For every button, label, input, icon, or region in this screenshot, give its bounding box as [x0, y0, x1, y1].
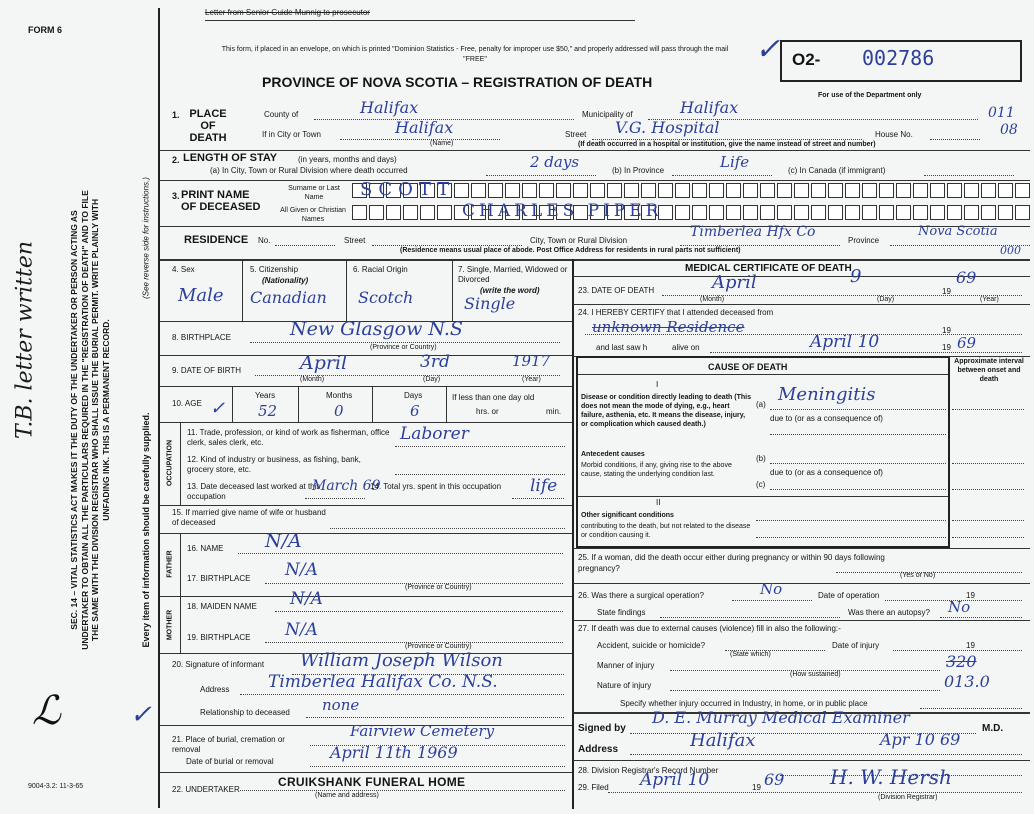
- pregnancy-label: 25. If a woman, did the death occur either during pregnancy or within 90 days following pregnancy?: [578, 553, 885, 573]
- years-value: 52: [258, 402, 278, 420]
- s1-street-value: V.G. Hospital: [615, 118, 720, 137]
- last-worked-value: March 69: [312, 478, 381, 494]
- birthplace-value: New Glasgow N.S: [290, 318, 463, 340]
- department-use-label: For use of the Department only: [818, 92, 922, 99]
- certify-alive-label: alive on: [672, 343, 700, 352]
- certify-label: 24. I HEREBY CERTIFY that I attended deceased from: [578, 308, 774, 317]
- maiden-name-value: N/A: [290, 589, 323, 609]
- racial-origin-value: Scotch: [358, 288, 414, 307]
- filed-year: 69: [764, 770, 785, 789]
- informant-address-value: Timberlea Halifax Co. N.S.: [268, 672, 498, 692]
- s2-c-label: (c) In Canada (if immigrant): [788, 166, 886, 175]
- s1-county-value: Halifax: [360, 98, 419, 117]
- days-value: 6: [410, 402, 420, 420]
- death-day-hint: (Day): [877, 296, 895, 303]
- margin-handwritten-note: T.B. letter written: [12, 240, 38, 440]
- sex-label: 4. Sex: [172, 265, 195, 274]
- mother-birthplace-value: N/A: [285, 620, 318, 640]
- external-label: 27. If death was due to external causes (violence) fill in also the following:-: [578, 624, 841, 633]
- due-to-b: due to (or as a consequence of): [770, 468, 883, 477]
- s3-given-label: All Given or Christian Names: [280, 207, 346, 223]
- sex-value: Male: [178, 285, 224, 306]
- cause-a-label: (a): [756, 400, 766, 409]
- due-to-a: due to (or as a consequence of): [770, 414, 883, 423]
- s3-given-value: CHARLES PIPER: [462, 201, 663, 221]
- injury-19: 19: [966, 641, 975, 650]
- s3-title: PRINT NAME OF DECEASED: [181, 189, 261, 213]
- relationship-value: none: [322, 696, 360, 714]
- side-reverse-instructions: (See reverse side for instructions.): [141, 177, 151, 299]
- antecedent-body: Morbid conditions, if any, giving rise to the above cause, stating the underlying condition last.: [581, 462, 732, 478]
- residence-street-label: Street: [344, 236, 366, 245]
- antecedent-title: Antecedent causes: [581, 451, 645, 458]
- filed-label: 29. Filed: [578, 783, 609, 792]
- nature-label: Nature of injury: [597, 681, 652, 690]
- marital-label: 7. Single, Married, Widowed or Divorced: [458, 265, 568, 284]
- birthplace-hint: (Province or Country): [370, 344, 437, 351]
- signer-address-label: Address: [578, 744, 619, 755]
- specify-label: Specify whether injury occurred in Industry, in home, or in public place: [620, 699, 868, 708]
- informant-address-label: Address: [200, 685, 230, 694]
- filed-19: 19: [752, 783, 761, 792]
- registrar-signature: H. W. Hersh: [830, 765, 952, 789]
- signed-by-value: D. E. Murray Medical Examiner: [652, 708, 910, 727]
- operation-19: 19: [966, 591, 975, 600]
- age-label: 10. AGE: [172, 399, 202, 408]
- months-value: 0: [334, 402, 344, 420]
- s2-b-label: (b) In Province: [612, 166, 665, 175]
- dob-month-hint: (Month): [300, 376, 325, 383]
- certify-19b: 19: [942, 343, 951, 352]
- signed-by-label: Signed by: [578, 723, 626, 734]
- death-19: 19: [942, 287, 951, 296]
- residence-division-value: Timberlea Hfx Co: [690, 224, 816, 240]
- s1-city-value: Halifax: [395, 118, 454, 137]
- s3-surname-label: Surname or Last Name: [288, 185, 340, 201]
- father-name-label: 16. NAME: [187, 544, 224, 553]
- roman-one: I: [656, 380, 659, 389]
- side-every-item: Every item of information should be carefully supplied.: [141, 412, 151, 648]
- s1-muni-label: Municipality of: [582, 110, 633, 119]
- cause-b-label: (b): [756, 454, 766, 463]
- signer-address-value: Halifax: [690, 730, 756, 751]
- father-birthplace-value: N/A: [285, 560, 318, 580]
- citizenship-value: Canadian: [250, 288, 327, 307]
- residence-division-label: City, Town or Rural Division: [530, 236, 628, 245]
- checkmark-icon: ✓: [755, 32, 781, 67]
- racial-origin-label: 6. Racial Origin: [353, 265, 408, 274]
- age-check-icon: ✓: [210, 398, 226, 419]
- death-day: 9: [850, 266, 862, 287]
- medical-header: MEDICAL CERTIFICATE OF DEATH: [685, 263, 852, 274]
- dob-day-hint: (Day): [423, 376, 441, 383]
- page-title: PROVINCE OF NOVA SCOTIA – REGISTRATION OF DEATH: [262, 74, 653, 90]
- s2-title: LENGTH OF STAY: [183, 152, 278, 164]
- cause-header: CAUSE OF DEATH: [708, 362, 788, 372]
- occupation-side-label: OCCUPATION: [166, 439, 174, 487]
- months-label: Months: [326, 391, 353, 400]
- citizenship-hint: (Nationality): [262, 276, 309, 285]
- relationship-label: Relationship to deceased: [200, 708, 290, 717]
- burial-date-label: Date of burial or removal: [186, 757, 274, 766]
- state-which-hint: (State which): [730, 651, 771, 658]
- s1-county-label: County of: [264, 110, 299, 119]
- informant-value: William Joseph Wilson: [300, 650, 503, 671]
- dob-label: 9. DATE OF BIRTH: [172, 366, 242, 375]
- maiden-name-label: 18. MAIDEN NAME: [187, 602, 257, 611]
- given-names-grid: [352, 205, 1032, 220]
- autopsy-value: No: [948, 598, 971, 616]
- mail-notice: This form, if placed in an envelope, on which is printed "Dominion Statistics - Free, penalty for improper use $50," and properly addressed will pass through the mail "FREE": [221, 46, 729, 63]
- residence-note: (Residence means usual place of abode. Post Office Address for residents in rural parts not sufficient): [400, 247, 741, 254]
- certify-year: 69: [957, 334, 977, 352]
- hrs-label: hrs. or: [476, 407, 499, 416]
- signer-address-date: Apr 10 69: [880, 730, 961, 749]
- side-vital-statistics-notice: SEC. 14 – VITAL STATISTICS ACT MAKES IT THE DUTY OF THE UNDERTAKER OR PERSON ACTING AS UNDERTAKER TO OBTAIN ALL THE PARTICULARS REQUIRED IN THE "REGISTRATION OF DEATH" AND TO FILE THE SAME WITH THE DIVISION REGISTRAR WHO SHALL ISSUE THE BURIAL PERMIT. WRITE PLAINLY WITH UNFADING INK. THIS IS A PERMANENT RECORD.: [69, 190, 111, 650]
- spouse-label: 15. If married give name of wife or husband of deceased: [172, 508, 326, 527]
- accident-label: Accident, suicide or homicide?: [597, 641, 706, 650]
- autopsy-label: Was there an autopsy?: [848, 608, 930, 617]
- s2-a-value: 2 days: [530, 153, 580, 171]
- death-month-hint: (Month): [700, 296, 725, 303]
- father-birthplace-hint: (Province or Country): [405, 584, 472, 591]
- s2-a-label: (a) In City, Town or Rural Division where death occurred: [210, 166, 408, 175]
- dob-day: 3rd: [420, 352, 450, 372]
- findings-label: State findings: [597, 608, 646, 617]
- burial-place-value: Fairview Cemetery: [350, 722, 495, 740]
- operation-value: No: [760, 580, 783, 598]
- dob-month: April: [300, 352, 348, 374]
- total-years-value: life: [530, 476, 558, 496]
- min-label: min.: [546, 407, 562, 416]
- residence-no-label: No.: [258, 236, 271, 245]
- s1-title: PLACE OF DEATH: [189, 108, 227, 144]
- struck-header-text: Letter from Senior Guide Munnig to prosecutor: [205, 8, 370, 17]
- dob-year: 1917: [512, 352, 551, 370]
- years-label: Years: [255, 391, 276, 400]
- s1-hospital-note: (If death occurred in a hospital or institution, give the name instead of street and number): [578, 141, 876, 148]
- operation-date-label: Date of operation: [818, 591, 880, 600]
- s1-house-label: House No.: [875, 130, 913, 139]
- residence-label: RESIDENCE: [184, 234, 249, 246]
- external-code-2: 013.0: [944, 672, 990, 691]
- other-body: contributing to the death, but not related to the disease or condition causing it.: [581, 523, 751, 539]
- informant-label: 20. Signature of informant: [172, 660, 265, 669]
- mother-birthplace-label: 19. BIRTHPLACE: [187, 633, 251, 642]
- marital-value: Single: [464, 294, 516, 313]
- s1-name-hint: (Name): [430, 140, 454, 147]
- s1-city-label: If in City or Town: [262, 130, 321, 139]
- occupation-value: Laborer: [400, 424, 469, 444]
- father-side-label: FATHER: [166, 550, 174, 578]
- certify-on-value: April 10: [810, 332, 880, 352]
- injury-date-label: Date of injury: [832, 641, 880, 650]
- cause-c-label: (c): [756, 480, 766, 489]
- industry-label: 12. Kind of industry or business, as fishing, bank, grocery store, etc.: [187, 455, 361, 474]
- certify-and-label: and last saw h: [596, 343, 648, 352]
- disease-label: Disease or condition directly leading to death (This does not mean the mode of dying, e.g., heart failure, asthenia, etc. It means the disease, injury, or complication which caused death.): [581, 394, 751, 428]
- dept-code-1: 011: [988, 105, 1015, 121]
- operation-label: 26. Was there a surgical operation?: [578, 591, 704, 600]
- s2-b-value: Life: [720, 153, 750, 171]
- death-date-label: 23. DATE OF DEATH: [578, 286, 655, 295]
- citizenship-label: 5. Citizenship: [250, 265, 299, 274]
- registrar-hint: (Division Registrar): [878, 794, 938, 801]
- form-code: 9004-3.2: 11-3-65: [28, 783, 84, 790]
- mother-birthplace-hint: (Province or Country): [405, 643, 472, 650]
- s3-number: 3.: [172, 191, 180, 201]
- marital-hint: (write the word): [480, 286, 540, 295]
- less-than-day-label: If less than one day old: [452, 393, 535, 402]
- margin-scribble-icon: ℒ: [32, 688, 61, 734]
- s1-muni-value: Halifax: [680, 98, 739, 117]
- s1-street-label: Street: [565, 130, 587, 139]
- birthplace-label: 8. BIRTHPLACE: [172, 333, 231, 342]
- record-number-label: 28. Division Registrar's Record Number: [578, 766, 719, 775]
- registration-number: 002786: [862, 46, 935, 70]
- pregnancy-hint: (Yes or No): [900, 572, 936, 579]
- manner-label: Manner of injury: [597, 661, 655, 670]
- external-code-1: 320: [946, 652, 977, 671]
- s1-number: 1.: [172, 110, 180, 120]
- death-year-hint: (Year): [980, 296, 999, 303]
- residence-province-value: Nova Scotia: [918, 224, 998, 239]
- interval-header: Approximate interval between onset and death: [954, 358, 1024, 383]
- cause-a-value: Meningitis: [778, 384, 876, 405]
- dob-year-hint: (Year): [522, 376, 541, 383]
- certify-from-value: unknown Residence: [592, 318, 745, 336]
- death-year: 69: [956, 268, 977, 287]
- last-worked-label: 13. Date deceased last worked at this occupation: [187, 482, 321, 501]
- undertaker-hint: (Name and address): [315, 792, 379, 799]
- father-name-value: N/A: [265, 530, 302, 552]
- burial-date-value: April 11th 1969: [330, 743, 458, 762]
- undertaker-label: 22. UNDERTAKER: [172, 785, 240, 794]
- s3-surname-value: SCOTT: [360, 179, 456, 200]
- registration-number-box: [780, 40, 1022, 82]
- days-label: Days: [404, 391, 423, 400]
- certify-19a: 19: [942, 326, 951, 335]
- md-label: M.D.: [982, 723, 1004, 734]
- other-title: Other significant conditions: [581, 512, 674, 519]
- s2-number: 2.: [172, 155, 180, 165]
- residence-province-label: Province: [848, 236, 880, 245]
- dept-code-2: 08: [1000, 122, 1018, 138]
- burial-place-label: 21. Place of burial, cremation or removal: [172, 735, 285, 754]
- filed-date: April 10: [640, 770, 710, 790]
- death-month: April: [712, 272, 757, 293]
- total-years-label: 14. Total yrs. spent in this occupation: [370, 482, 502, 491]
- roman-two: II: [656, 498, 661, 507]
- margin-check-icon: ✓: [130, 700, 152, 730]
- father-birthplace-label: 17. BIRTHPLACE: [187, 574, 251, 583]
- dept-code-3: 000: [1000, 244, 1021, 257]
- s2-sub: (in years, months and days): [298, 155, 397, 164]
- how-sustained-hint: (How sustained): [790, 671, 841, 678]
- mother-side-label: MOTHER: [166, 609, 174, 641]
- form-label: FORM 6: [28, 25, 63, 35]
- registration-prefix: O2-: [792, 50, 821, 69]
- occupation-label: 11. Trade, profession, or kind of work as fisherman, office clerk, sales clerk, etc.: [187, 428, 390, 447]
- undertaker-value: CRUIKSHANK FUNERAL HOME: [278, 775, 466, 789]
